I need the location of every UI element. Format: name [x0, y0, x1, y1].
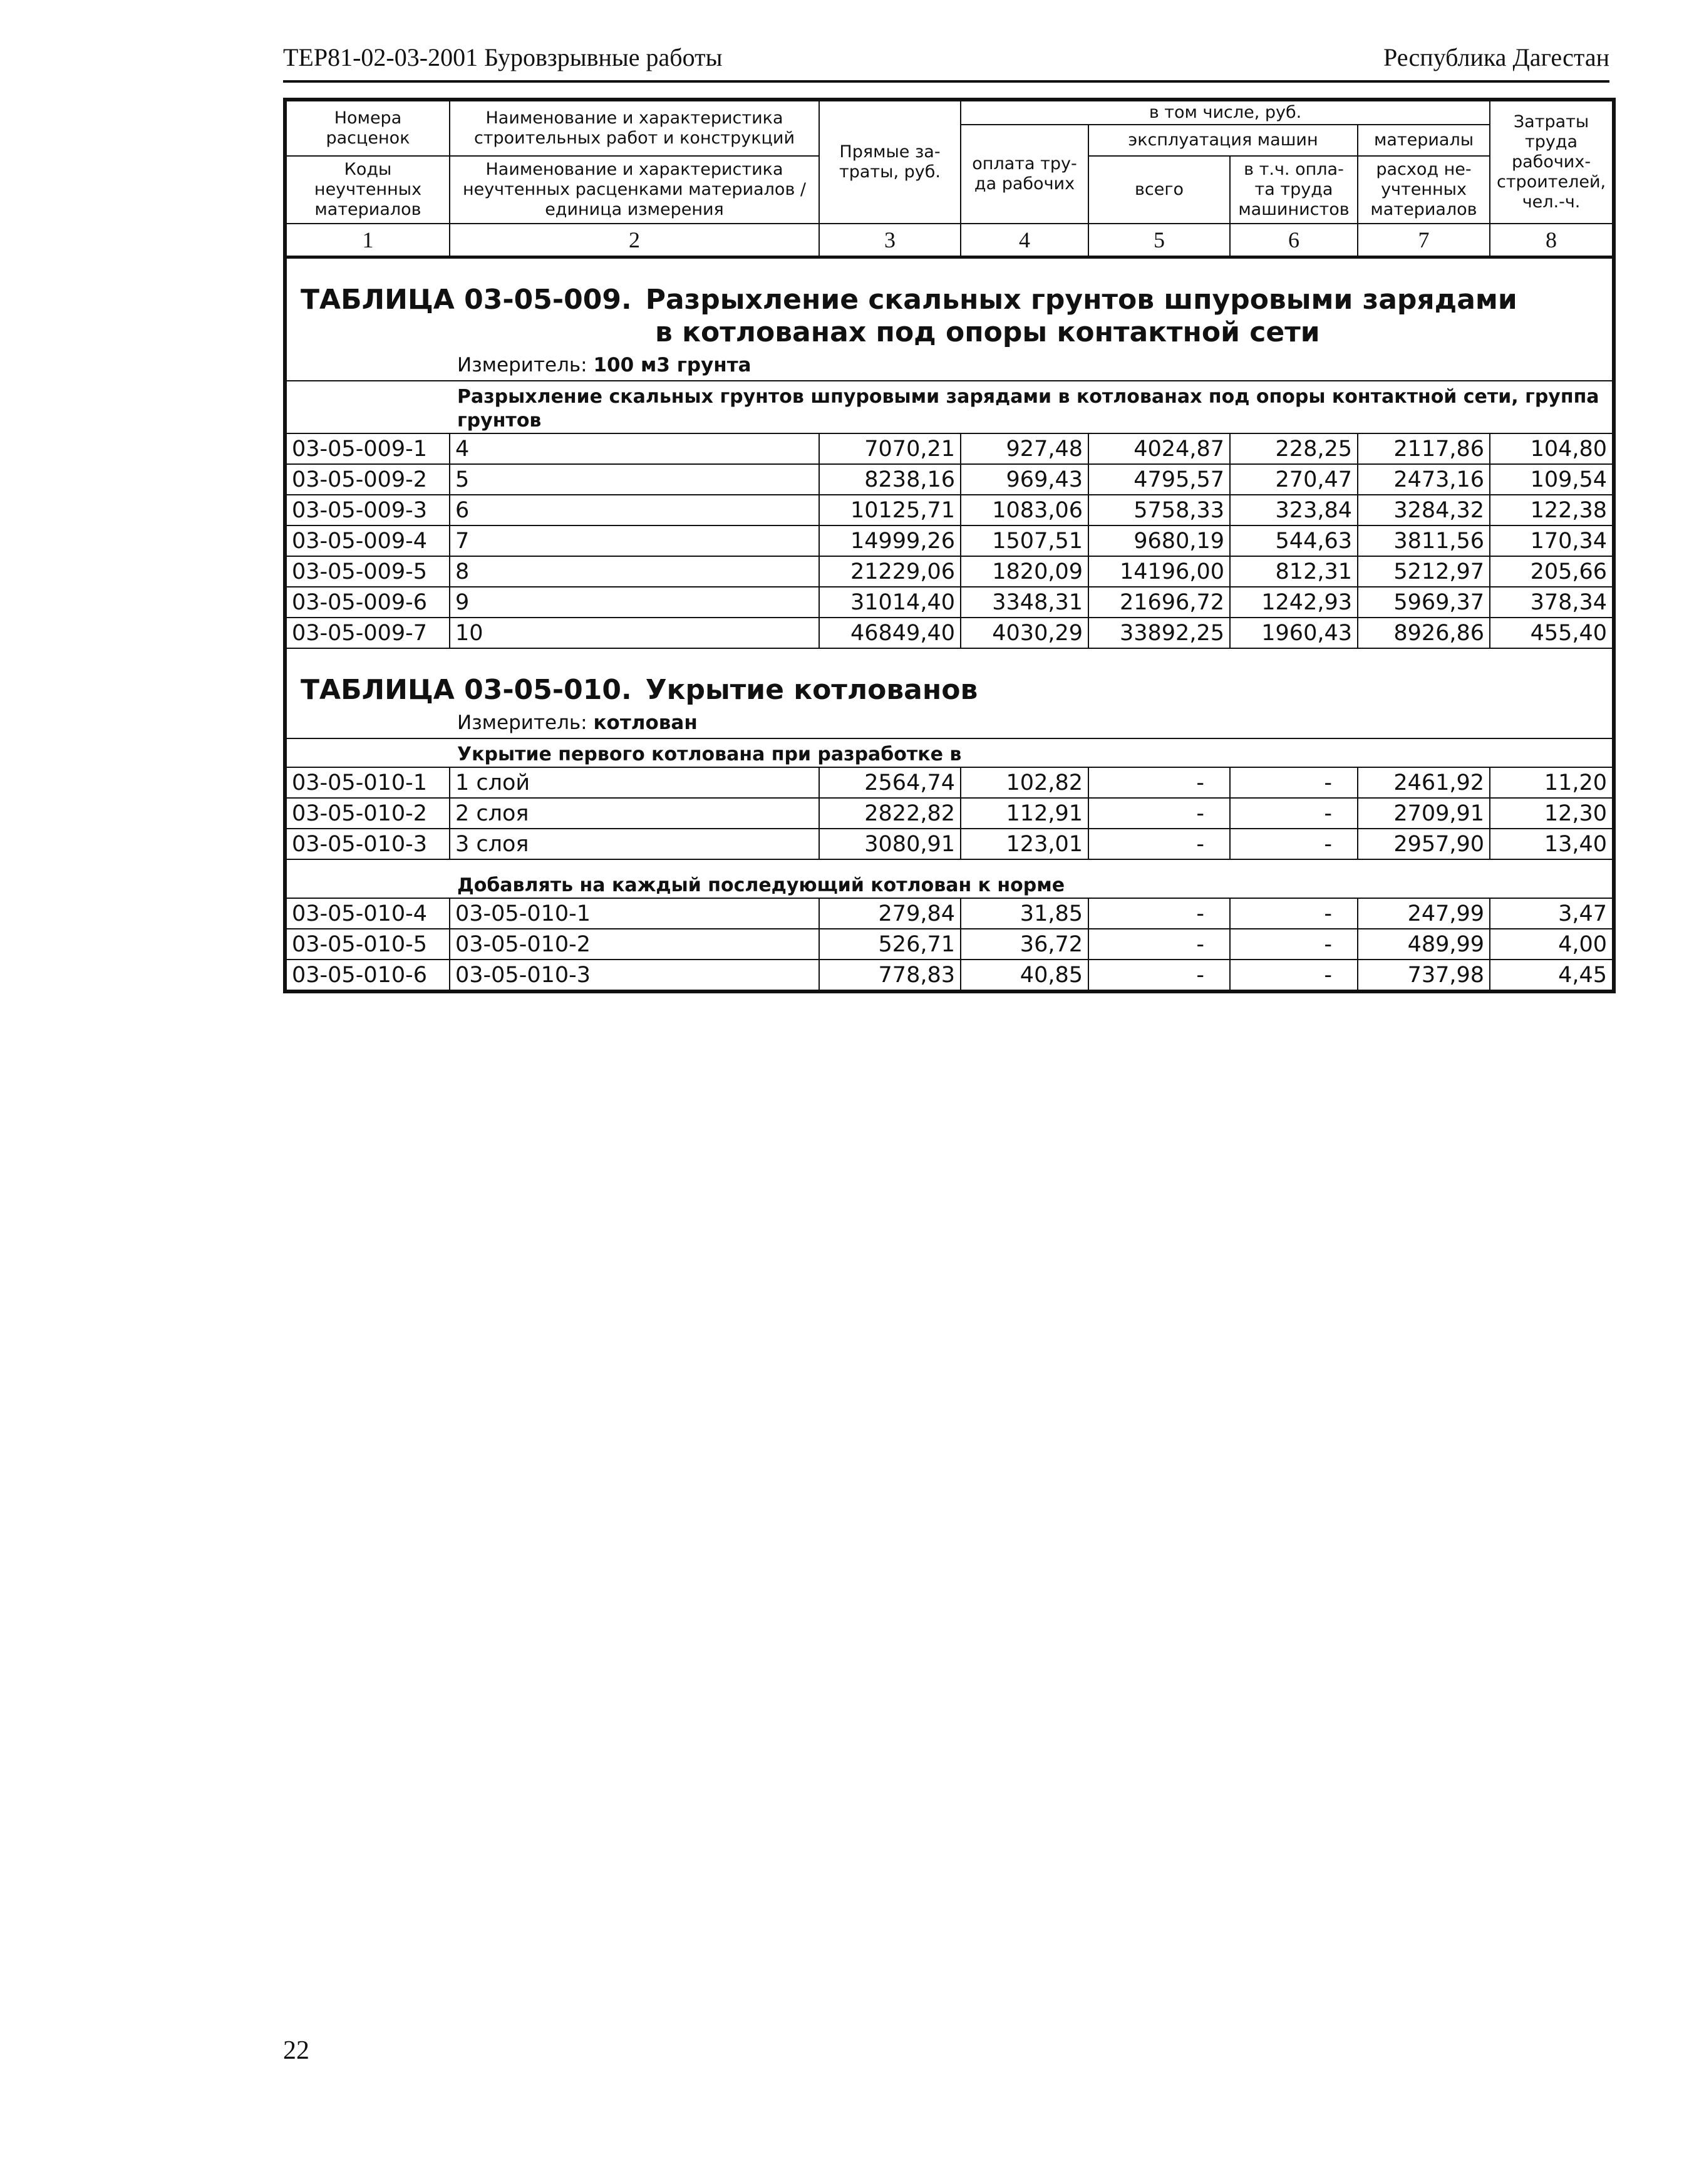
- worker-pay: 112,91: [961, 798, 1088, 829]
- measure-label: Измеритель:: [457, 712, 587, 734]
- table-03-05-010-rows: [285, 898, 1614, 991]
- direct-costs: 14999,26: [819, 525, 961, 556]
- work-name: 03-05-010-2: [450, 929, 819, 960]
- machinist-pay: 228,25: [1230, 433, 1358, 464]
- table-row: [285, 829, 1614, 859]
- worker-pay: 1507,51: [961, 525, 1088, 556]
- worker-pay: 3348,31: [961, 587, 1088, 618]
- work-name: 03-05-010-1: [450, 898, 819, 929]
- table-header: [285, 100, 1614, 257]
- labor-hours: 378,34: [1490, 587, 1614, 618]
- table-row: [285, 898, 1614, 929]
- rate-code: 03-05-010-4: [285, 898, 450, 929]
- work-name: 8: [450, 556, 819, 587]
- column-number: 6: [1230, 224, 1358, 257]
- table-row: [285, 767, 1614, 798]
- group-heading-row: [285, 738, 1614, 767]
- worker-pay: 927,48: [961, 433, 1088, 464]
- machinist-pay: -: [1230, 929, 1358, 960]
- column-number: 2: [450, 224, 819, 257]
- rate-code: 03-05-010-6: [285, 960, 450, 991]
- region-name: Республика Дагестан: [1383, 43, 1609, 71]
- table-row: [285, 464, 1614, 495]
- worker-pay: 40,85: [961, 960, 1088, 991]
- labor-hours: 11,20: [1490, 767, 1614, 798]
- column-numbers-row: [285, 224, 1614, 257]
- table-row: [285, 929, 1614, 960]
- table-row: [285, 495, 1614, 525]
- worker-pay: 1083,06: [961, 495, 1088, 525]
- table-row: [285, 618, 1614, 648]
- labor-hours: 12,30: [1490, 798, 1614, 829]
- machinist-pay: 1960,43: [1230, 618, 1358, 648]
- direct-costs: 46849,40: [819, 618, 961, 648]
- table-label: ТАБЛИЦА 03-05-009.: [301, 284, 632, 316]
- materials-cost: 2709,91: [1358, 798, 1490, 829]
- rate-code: 03-05-009-1: [285, 433, 450, 464]
- work-name: 1 слой: [450, 767, 819, 798]
- labor-hours: 3,47: [1490, 898, 1614, 929]
- table-row: [285, 960, 1614, 991]
- page-header: [283, 41, 1609, 83]
- header-material-names: Наименование и характеристика неучтенных расценками материалов / единица измерения: [450, 156, 819, 224]
- rates-table: [283, 98, 1616, 993]
- labor-hours: 170,34: [1490, 525, 1614, 556]
- labor-hours: 205,66: [1490, 556, 1614, 587]
- machines-total: 4795,57: [1088, 464, 1230, 495]
- measure-value: котлован: [593, 712, 698, 734]
- rate-code: 03-05-010-1: [285, 767, 450, 798]
- rate-code: 03-05-010-5: [285, 929, 450, 960]
- work-name: 03-05-010-3: [450, 960, 819, 991]
- rate-code: 03-05-009-3: [285, 495, 450, 525]
- machines-total: -: [1088, 960, 1230, 991]
- direct-costs: 7070,21: [819, 433, 961, 464]
- header-unaccounted-materials: расход не-учтенных материалов: [1358, 156, 1490, 224]
- labor-hours: 455,40: [1490, 618, 1614, 648]
- labor-hours: 13,40: [1490, 829, 1614, 859]
- worker-pay: 123,01: [961, 829, 1088, 859]
- machinist-pay: -: [1230, 829, 1358, 859]
- measure-row: [285, 350, 1614, 381]
- table-row: [285, 433, 1614, 464]
- machines-total: -: [1088, 798, 1230, 829]
- labor-hours: 4,00: [1490, 929, 1614, 960]
- labor-hours: 109,54: [1490, 464, 1614, 495]
- header-labor-hours: Затраты труда рабочих-строителей, чел.-ч.: [1490, 100, 1614, 224]
- column-number: 4: [961, 224, 1088, 257]
- worker-pay: 36,72: [961, 929, 1088, 960]
- machines-total: -: [1088, 898, 1230, 929]
- materials-cost: 2957,90: [1358, 829, 1490, 859]
- table-row: [285, 525, 1614, 556]
- group-heading: Добавлять на каждый последующий котлован к норме: [285, 859, 1614, 898]
- group-heading-row: [285, 859, 1614, 898]
- measure-value: 100 м3 грунта: [593, 354, 751, 376]
- table-label: ТАБЛИЦА 03-05-010.: [301, 674, 632, 706]
- rate-code: 03-05-010-3: [285, 829, 450, 859]
- work-name: 7: [450, 525, 819, 556]
- machinist-pay: -: [1230, 898, 1358, 929]
- work-name: 9: [450, 587, 819, 618]
- header-machines-total: всего: [1088, 156, 1230, 224]
- direct-costs: 2822,82: [819, 798, 961, 829]
- direct-costs: 31014,40: [819, 587, 961, 618]
- work-name: 10: [450, 618, 819, 648]
- direct-costs: 279,84: [819, 898, 961, 929]
- machines-total: 9680,19: [1088, 525, 1230, 556]
- machinist-pay: -: [1230, 767, 1358, 798]
- materials-cost: 3284,32: [1358, 495, 1490, 525]
- direct-costs: 526,71: [819, 929, 961, 960]
- header-material-codes: Коды неучтенных материалов: [285, 156, 450, 224]
- direct-costs: 3080,91: [819, 829, 961, 859]
- machinist-pay: 544,63: [1230, 525, 1358, 556]
- materials-cost: 737,98: [1358, 960, 1490, 991]
- header-machinist-pay: в т.ч. опла-та труда машинистов: [1230, 156, 1358, 224]
- header-materials: материалы: [1358, 125, 1490, 156]
- rate-code: 03-05-009-6: [285, 587, 450, 618]
- worker-pay: 969,43: [961, 464, 1088, 495]
- table-row: [285, 556, 1614, 587]
- materials-cost: 489,99: [1358, 929, 1490, 960]
- table-title: [292, 674, 1607, 706]
- machines-total: -: [1088, 767, 1230, 798]
- header-machine-operation: эксплуатация машин: [1088, 125, 1358, 156]
- rate-code: 03-05-009-5: [285, 556, 450, 587]
- table-03-05-009: [285, 257, 1614, 649]
- column-number: 3: [819, 224, 961, 257]
- direct-costs: 778,83: [819, 960, 961, 991]
- worker-pay: 102,82: [961, 767, 1088, 798]
- machinist-pay: 270,47: [1230, 464, 1358, 495]
- column-number: 1: [285, 224, 450, 257]
- materials-cost: 247,99: [1358, 898, 1490, 929]
- machines-total: 21696,72: [1088, 587, 1230, 618]
- worker-pay: 31,85: [961, 898, 1088, 929]
- labor-hours: 104,80: [1490, 433, 1614, 464]
- column-number: 5: [1088, 224, 1230, 257]
- labor-hours: 122,38: [1490, 495, 1614, 525]
- machines-total: -: [1088, 829, 1230, 859]
- column-number: 7: [1358, 224, 1490, 257]
- table-title: [292, 284, 1607, 349]
- column-number: 8: [1490, 224, 1614, 257]
- materials-cost: 2461,92: [1358, 767, 1490, 798]
- direct-costs: 10125,71: [819, 495, 961, 525]
- machines-total: 4024,87: [1088, 433, 1230, 464]
- rate-code: 03-05-010-2: [285, 798, 450, 829]
- machinist-pay: -: [1230, 798, 1358, 829]
- materials-cost: 8926,86: [1358, 618, 1490, 648]
- measure-row: [285, 708, 1614, 738]
- materials-cost: 2473,16: [1358, 464, 1490, 495]
- materials-cost: 3811,56: [1358, 525, 1490, 556]
- materials-cost: 5969,37: [1358, 587, 1490, 618]
- table-03-05-010-group2: [285, 859, 1614, 898]
- header-worker-pay: оплата тру-да рабочих: [961, 125, 1088, 224]
- machines-total: -: [1088, 929, 1230, 960]
- measure-label: Измеритель:: [457, 354, 587, 376]
- machinist-pay: 1242,93: [1230, 587, 1358, 618]
- header-direct-costs: Прямые за-траты, руб.: [819, 100, 961, 224]
- machinist-pay: 323,84: [1230, 495, 1358, 525]
- work-name: 6: [450, 495, 819, 525]
- header-rate-numbers: Номера расценок: [285, 100, 450, 156]
- table-title-line2: в котлованах под опоры контактной сети: [655, 316, 1320, 348]
- machines-total: 14196,00: [1088, 556, 1230, 587]
- header-including: в том числе, руб.: [961, 100, 1490, 125]
- machinist-pay: 812,31: [1230, 556, 1358, 587]
- worker-pay: 1820,09: [961, 556, 1088, 587]
- rate-code: 03-05-009-2: [285, 464, 450, 495]
- table-title-row: [285, 257, 1614, 351]
- work-name: 2 слоя: [450, 798, 819, 829]
- document-title: ТЕР81-02-03-2001 Буровзрывные работы: [283, 43, 723, 71]
- table-title-line1: Укрытие котлованов: [645, 674, 978, 706]
- machinist-pay: -: [1230, 960, 1358, 991]
- direct-costs: 2564,74: [819, 767, 961, 798]
- table-03-05-010: [285, 648, 1614, 767]
- table-title-line1: Разрыхление скальных грунтов шпуровыми зарядами: [645, 284, 1517, 316]
- machines-total: 33892,25: [1088, 618, 1230, 648]
- direct-costs: 21229,06: [819, 556, 961, 587]
- table-row: [285, 587, 1614, 618]
- header-work-name: Наименование и характеристика строительных работ и конструкций: [450, 100, 819, 156]
- rate-code: 03-05-009-4: [285, 525, 450, 556]
- work-name: 5: [450, 464, 819, 495]
- direct-costs: 8238,16: [819, 464, 961, 495]
- materials-cost: 5212,97: [1358, 556, 1490, 587]
- group-heading: Укрытие первого котлована при разработке в: [285, 738, 1614, 767]
- table-03-05-010-rows: [285, 767, 1614, 859]
- machines-total: 5758,33: [1088, 495, 1230, 525]
- page-number: 22: [283, 2036, 309, 2065]
- table-title-row: [285, 648, 1614, 708]
- rate-code: 03-05-009-7: [285, 618, 450, 648]
- work-name: 3 слоя: [450, 829, 819, 859]
- labor-hours: 4,45: [1490, 960, 1614, 991]
- table-row: [285, 798, 1614, 829]
- work-name: 4: [450, 433, 819, 464]
- worker-pay: 4030,29: [961, 618, 1088, 648]
- group-heading-row: [285, 381, 1614, 433]
- materials-cost: 2117,86: [1358, 433, 1490, 464]
- group-heading: Разрыхление скальных грунтов шпуровыми зарядами в котлованах под опоры контактной сети, группа грунтов: [285, 381, 1614, 433]
